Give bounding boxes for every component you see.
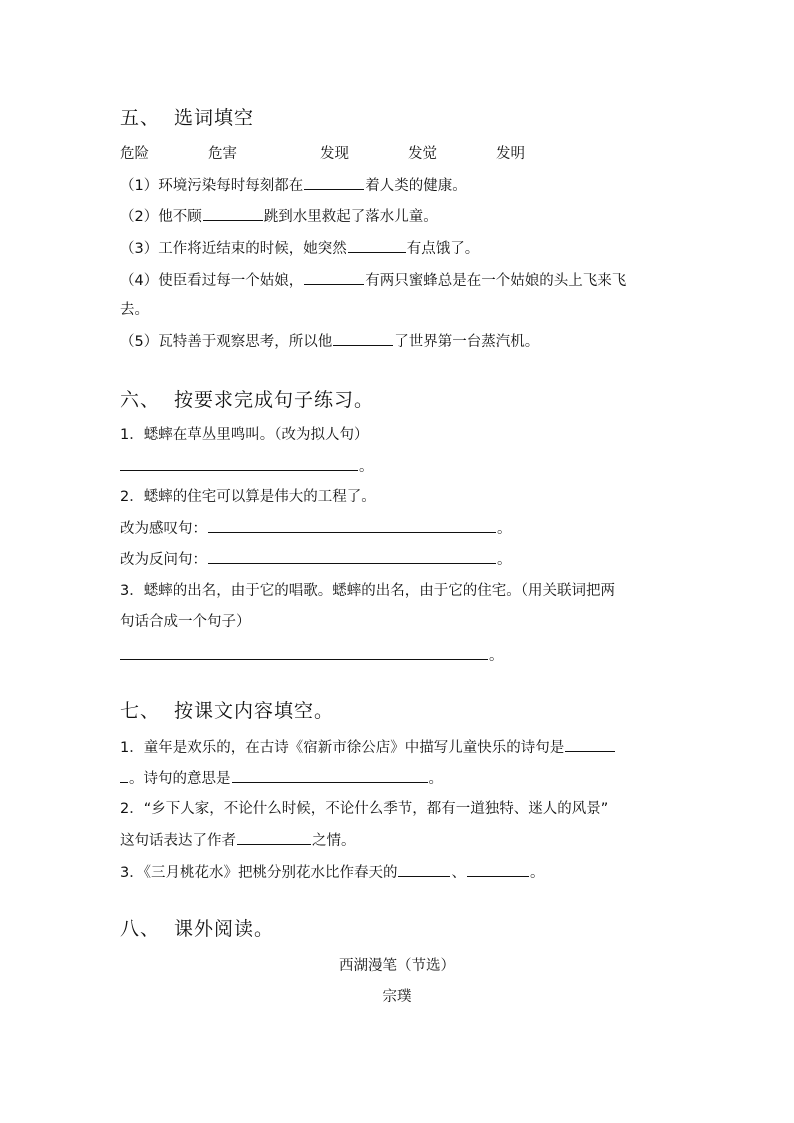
section-6-q3-cont: 句话合成一个句子） xyxy=(120,614,251,630)
answer-line[interactable] xyxy=(120,645,488,660)
section-6-q3-answer: 。 xyxy=(120,645,504,666)
word-option-3: 发现 xyxy=(320,146,349,162)
word-option-2: 危害 xyxy=(208,146,237,162)
word-option-5: 发明 xyxy=(496,146,525,162)
fill-blank-continued[interactable] xyxy=(120,768,128,783)
fill-blank[interactable] xyxy=(203,206,263,221)
section-5-item-3: （3）工作将近结束的时候，她突然 有点饿了。 xyxy=(120,238,479,259)
answer-line[interactable] xyxy=(208,549,496,564)
section-7-title xyxy=(120,698,334,724)
fill-blank[interactable] xyxy=(565,737,615,752)
section-6-q3: 3．蟋蟀的出名，由于它的唱歌。蟋蟀的出名，由于它的住宅。（用关联词把两 xyxy=(120,583,615,599)
section-6-title xyxy=(120,387,374,413)
article-title: 西湖漫笔（节选） xyxy=(339,958,455,974)
section-7-q1: 1．童年是欢乐的，在古诗《宿新市徐公店》中描写儿童快乐的诗句是 xyxy=(120,737,616,758)
fill-blank[interactable] xyxy=(348,238,406,253)
section-6-q1: 1．蟋蟀在草丛里鸣叫。（改为拟人句） xyxy=(120,427,369,443)
word-option-4: 发觉 xyxy=(408,146,437,162)
section-5-item-4-cont: 去。 xyxy=(120,302,149,318)
section-5-heading: 选词填空 xyxy=(174,107,255,129)
section-5-title xyxy=(120,105,254,131)
section-8-number: 八、 xyxy=(120,918,161,940)
section-5-item-2: （2）他不顾 跳到水里救起了落水儿童。 xyxy=(120,206,438,227)
section-7-q2: 2．“乡下人家，不论什么时候，不论什么季节，都有一道独特、迷人的风景” xyxy=(120,801,609,817)
fill-blank[interactable] xyxy=(467,862,529,877)
article-author: 宗璞 xyxy=(382,989,412,1005)
fill-blank[interactable] xyxy=(304,175,364,190)
section-5-item-4: （4）使臣看过每一个姑娘， 有两只蜜蜂总是在一个姑娘的头上飞来飞 xyxy=(120,270,626,291)
section-7-heading: 按课文内容填空。 xyxy=(174,700,335,722)
answer-line[interactable] xyxy=(208,518,496,533)
section-5-number: 五、 xyxy=(120,107,161,129)
section-6-heading: 按要求完成句子练习。 xyxy=(174,389,375,411)
section-5-item-5: （5）瓦特善于观察思考，所以他 了世界第一台蒸汽机。 xyxy=(120,331,539,352)
fill-blank[interactable] xyxy=(237,830,311,845)
fill-blank[interactable] xyxy=(304,270,364,285)
answer-line[interactable] xyxy=(120,456,358,471)
section-7-q3: 3．《三月桃花水》把桃分别花水比作春天的 、 。 xyxy=(120,862,544,883)
section-7-number: 七、 xyxy=(120,700,161,722)
section-8-heading: 课外阅读。 xyxy=(174,918,275,940)
section-6-q2b: 改为反问句： 。 xyxy=(120,549,512,570)
word-option-1: 危险 xyxy=(120,146,149,162)
fill-blank[interactable] xyxy=(232,768,428,783)
fill-blank[interactable] xyxy=(398,862,450,877)
section-6-q2: 2．蟋蟀的住宅可以算是伟大的工程了。 xyxy=(120,489,376,505)
section-7-q2-cont: 这句话表达了作者 之情。 xyxy=(120,830,356,851)
section-5-item-1: （1）环境污染每时每刻都在 着人类的健康。 xyxy=(120,175,467,196)
section-6-q1-answer: 。 xyxy=(120,456,374,477)
section-8-title xyxy=(120,916,274,942)
section-6-q2a: 改为感叹句： 。 xyxy=(120,518,512,539)
section-6-number: 六、 xyxy=(120,389,161,411)
fill-blank[interactable] xyxy=(333,331,393,346)
section-7-q1-cont: 。诗句的意思是 。 xyxy=(120,768,443,789)
